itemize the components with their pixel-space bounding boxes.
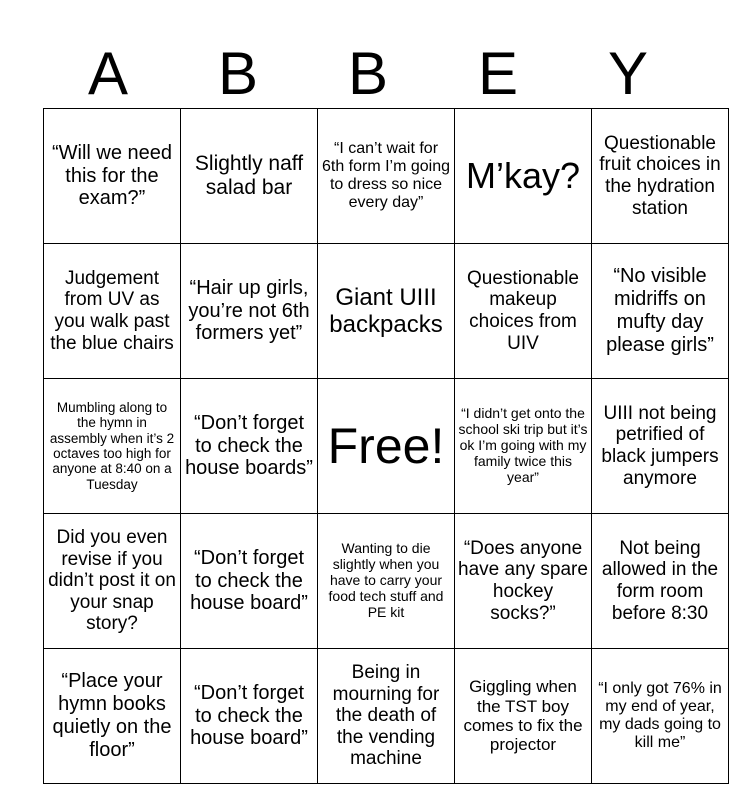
bingo-cell: Did you even revise if you didn’t post it on your snap story? — [44, 514, 181, 649]
grid-row-3 — [44, 379, 729, 514]
title-letter-b2: B — [347, 40, 389, 107]
title-letter-a: A — [87, 40, 129, 107]
grid-row-2 — [44, 244, 729, 379]
bingo-cell: “Will we need this for the exam?” — [44, 109, 181, 244]
bingo-cell: Mumbling along to the hymn in assembly when it’s 2 octaves too high for anyone at 8:40 on a Tuesday — [44, 379, 181, 514]
free-space-cell: Free! — [318, 379, 455, 514]
bingo-cell: Wanting to die slightly when you have to carry your food tech stuff and PE kit — [318, 514, 455, 649]
bingo-cell: Questionable makeup choices from UIV — [455, 244, 592, 379]
bingo-cell: “I can’t wait for 6th form I’m going to dress so nice every day” — [318, 109, 455, 244]
grid-row-4 — [44, 514, 729, 649]
bingo-cell: Judgement from UV as you walk past the blue chairs — [44, 244, 181, 379]
bingo-grid — [43, 108, 729, 784]
bingo-cell: Slightly naff salad bar — [181, 109, 318, 244]
bingo-cell: UIII not being petrified of black jumpers anymore — [592, 379, 729, 514]
bingo-cell: “Don’t forget to check the house boards” — [181, 379, 318, 514]
grid-row-1 — [44, 109, 729, 244]
bingo-cell: “No visible midriffs on mufty day please girls” — [592, 244, 729, 379]
bingo-cell: “Place your hymn books quietly on the floor” — [44, 649, 181, 784]
title-letter-b1: B — [217, 40, 259, 107]
bingo-cell: “I only got 76% in my end of year, my dads going to kill me” — [592, 649, 729, 784]
bingo-cell: Not being allowed in the form room before 8:30 — [592, 514, 729, 649]
bingo-cell: M’kay? — [455, 109, 592, 244]
bingo-cell: “Don’t forget to check the house board” — [181, 514, 318, 649]
grid-row-5 — [44, 649, 729, 784]
bingo-cell: “Hair up girls, you’re not 6th formers yet” — [181, 244, 318, 379]
bingo-cell: Giggling when the TST boy comes to fix the projector — [455, 649, 592, 784]
bingo-cell: “Does anyone have any spare hockey socks?” — [455, 514, 592, 649]
bingo-cell: Questionable fruit choices in the hydration station — [592, 109, 729, 244]
bingo-cell: “I didn’t get onto the school ski trip but it’s ok I’m going with my family twice this year” — [455, 379, 592, 514]
bingo-title — [43, 40, 693, 108]
bingo-cell: Giant UIII backpacks — [318, 244, 455, 379]
title-letter-y: Y — [607, 40, 649, 107]
bingo-cell: Being in mourning for the death of the vending machine — [318, 649, 455, 784]
bingo-cell: “Don’t forget to check the house board” — [181, 649, 318, 784]
title-letter-e: E — [477, 40, 519, 107]
